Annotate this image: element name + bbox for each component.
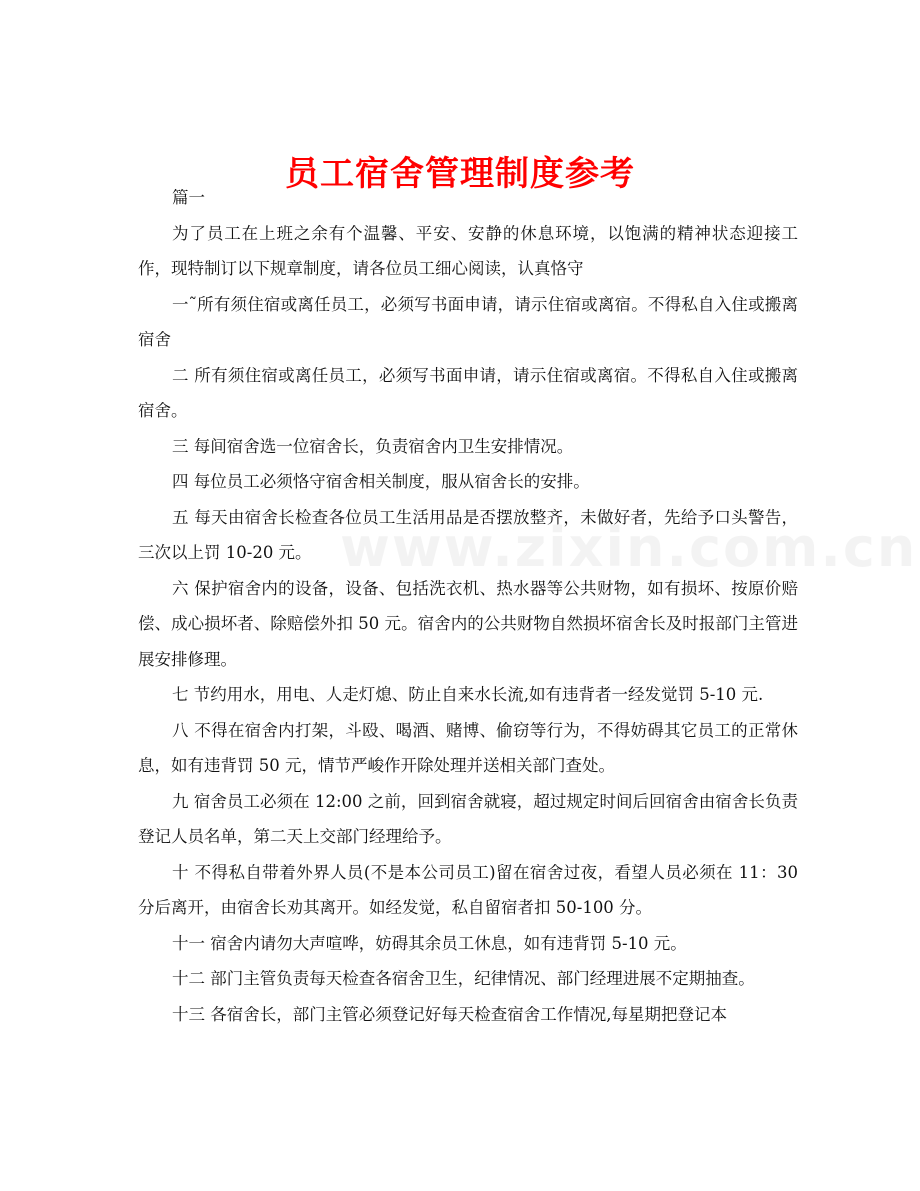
rule-3: 三 每间宿舍选一位宿舍长，负责宿舍内卫生安排情况。 (172, 436, 574, 456)
section-label: 篇一 (172, 188, 205, 207)
rule-4: 四 每位员工必须恪守宿舍相关制度，服从宿舍长的安排。 (172, 472, 590, 491)
rule-6: 六 保护宿舍内的设备，设备、包括洗衣机、热水器等公共财物，如有损坏、按原价赔偿、成心损坏者、除赔偿外扣 50 元。宿舍内的公共财物自然损坏宿舍长及时报部门主管进展安排修理。 (138, 578, 798, 669)
rule-10: 十 不得私自带着外界人员(不是本公司员工)留在宿舍过夜，看望人员必须在 11：30 分后离开，由宿舍长劝其离开。如经发觉，私自留宿者扣 50-100 分。 (138, 862, 798, 917)
rule-8: 八 不得在宿舍内打架，斗殴、喝酒、赌博、偷窃等行为，不得妨碍其它员工的正常休息，如有违背罚 50 元，情节严峻作开除处理并送相关部门查处。 (138, 720, 798, 775)
document-title: 员工宿舍管理制度参考 (285, 153, 635, 194)
document-body (138, 180, 798, 1032)
rule-12: 十二 部门主管负责每天检查各宿舍卫生，纪律情况、部门经理进展不定期抽查。 (172, 969, 755, 988)
rule-9: 九 宿舍员工必须在 12:00 之前，回到宿舍就寝，超过规定时间后回宿舍由宿舍长负责登记人员名单，第二天上交部门经理给予。 (138, 791, 798, 846)
rule-2: 二 所有须住宿或离任员工，必须写书面申请，请示住宿或离宿。不得私自入住或搬离宿舍。 (138, 365, 798, 420)
rule-7: 七 节约用水，用电、人走灯熄、防止自来水长流,如有违背者一经发觉罚 5-10 元. (172, 685, 764, 704)
rule-5: 五 每天由宿舍长检查各位员工生活用品是否摆放整齐，未做好者，先给予口头警告，三次以上罚 10-20 元。 (138, 507, 798, 562)
intro-paragraph: 为了员工在上班之余有个温馨、平安、安静的休息环境，以饱满的精神状态迎接工作，现特制订以下规章制度，请各位员工细心阅读，认真恪守 (138, 223, 798, 278)
rule-13: 十三 各宿舍长，部门主管必须登记好每天检查宿舍工作情况,每星期把登记本 (172, 1004, 727, 1024)
rule-1: 一˜所有须住宿或离任员工，必须写书面申请，请示住宿或离宿。不得私自入住或搬离宿舍 (138, 294, 798, 349)
rule-11: 十一 宿舍内请勿大声喧哗，妨碍其余员工休息，如有违背罚 5-10 元。 (172, 933, 687, 953)
